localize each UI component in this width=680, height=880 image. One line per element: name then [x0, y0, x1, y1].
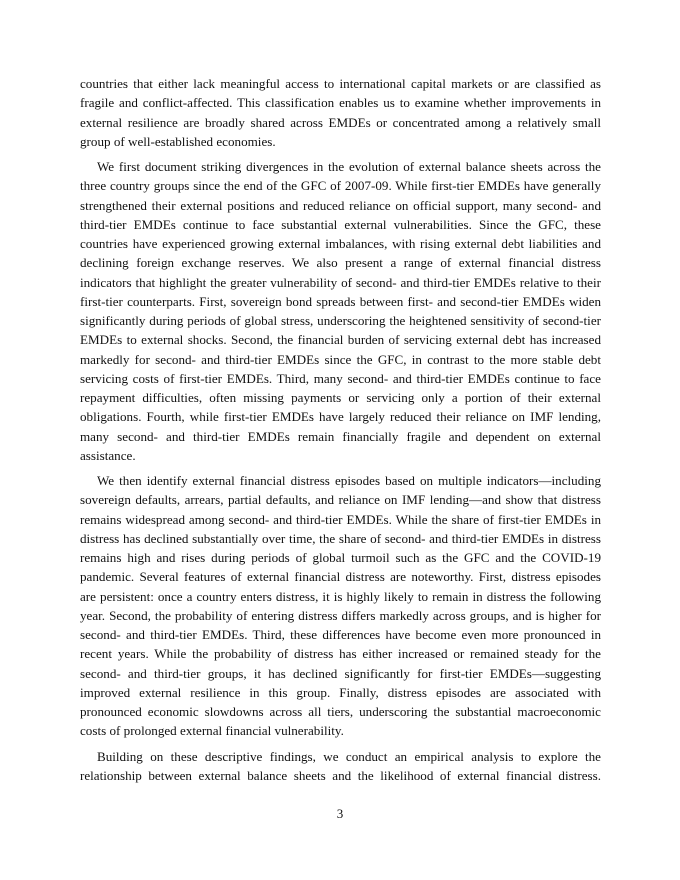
text-line: repayment difficulties, often missing payments or servicing only a portion of their external [80, 390, 601, 405]
page-body [80, 74, 601, 791]
text-line: improved external resilience in this group. Finally, distress episodes are associated with [80, 684, 601, 700]
text-line: distress has declined substantially over time, the share of second- and third-tier EMDEs in distress [80, 530, 601, 546]
text-line: strengthened their external positions and reduced reliance on official support, many second- and [80, 197, 601, 213]
text-line: Building on these descriptive findings, we conduct an empirical analysis to explore the [97, 748, 601, 764]
text-line: first-tier counterparts. First, sovereign bond spreads between first- and second-tier EMDEs widen [80, 293, 601, 309]
text-line: three country groups since the end of the GFC of 2007-09. While first-tier EMDEs have generally [80, 178, 601, 194]
text-line: assistance. [80, 447, 136, 463]
page-number: 3 [336, 806, 344, 821]
text-line: many second- and third-tier EMDEs remain financially fragile and dependent on external [80, 428, 601, 444]
text-line: EMDEs to external shocks. Second, the financial burden of servicing external debt has increased [80, 332, 601, 348]
text-line: second- and third-tier groups, it has declined significantly for first-tier EMDEs—suggesting [80, 665, 601, 681]
text-line: countries that either lack meaningful access to international capital markets or are classified as [80, 76, 601, 91]
paragraph [80, 157, 601, 465]
text-line: are persistent: once a country enters distress, it is highly likely to remain in distress the following [80, 588, 601, 604]
text-line: countries have experienced growing external imbalances, with rising external debt liabilities and [80, 236, 601, 251]
text-line: declining foreign exchange reserves. We also present a range of external financial distress [80, 255, 601, 271]
text-line: fragile and conflict-affected. This classification enables us to examine whether improvements in [80, 95, 601, 111]
text-line: third-tier EMDEs continue to face substantial external vulnerabilities. Since the GFC, these [80, 216, 601, 232]
paragraph [80, 747, 601, 786]
text-line: relationship between external balance sheets and the likelihood of external financial distress. [80, 767, 601, 783]
text-line: remains high and rises during periods of global turmoil such as the GFC and the COVID-19 [80, 550, 601, 565]
text-line: group of well-established economies. [80, 133, 276, 149]
text-line: pandemic. Several features of external financial distress are noteworthy. First, distress episodes [80, 569, 601, 585]
text-line: servicing costs of first-tier EMDEs. Third, many second- and third-tier EMDEs continue to face [80, 370, 601, 386]
text-line: second- and third-tier EMDEs. Third, these differences have become even more pronounced in [80, 627, 601, 642]
text-line: obligations. Fourth, while first-tier EMDEs have largely reduced their reliance on IMF lending, [80, 409, 601, 425]
text-line: markedly for second- and third-tier EMDEs since the GFC, in contrast to the more stable debt [80, 351, 601, 367]
text-line: costs of prolonged external financial vulnerability. [80, 723, 344, 739]
paragraph [80, 471, 601, 741]
text-line: significantly during periods of global stress, underscoring the heightened sensitivity of second-tier [80, 313, 601, 328]
text-line: year. Second, the probability of entering distress differs markedly across groups, and is higher for [80, 607, 601, 623]
text-line: remains widespread among second- and third-tier EMDEs. While the share of first-tier EMDEs in [80, 511, 601, 527]
text-line: We then identify external financial distress episodes based on multiple indicators—including [97, 473, 601, 488]
paragraph [80, 74, 601, 151]
text-line: recent years. While the probability of distress has either increased or remained steady for the [80, 646, 601, 662]
text-line: indicators that highlight the greater vulnerability of second- and third-tier EMDEs relative to their [80, 274, 601, 290]
text-line: sovereign defaults, arrears, partial defaults, and reliance on IMF lending—and show that distress [80, 492, 601, 508]
text-line: external resilience are broadly shared across EMDEs or concentrated among a relatively small [80, 114, 601, 130]
text-line: pronounced economic slowdowns across all tiers, underscoring the substantial macroeconomic [80, 704, 601, 719]
text-line: We first document striking divergences in the evolution of external balance sheets across the [97, 159, 601, 174]
